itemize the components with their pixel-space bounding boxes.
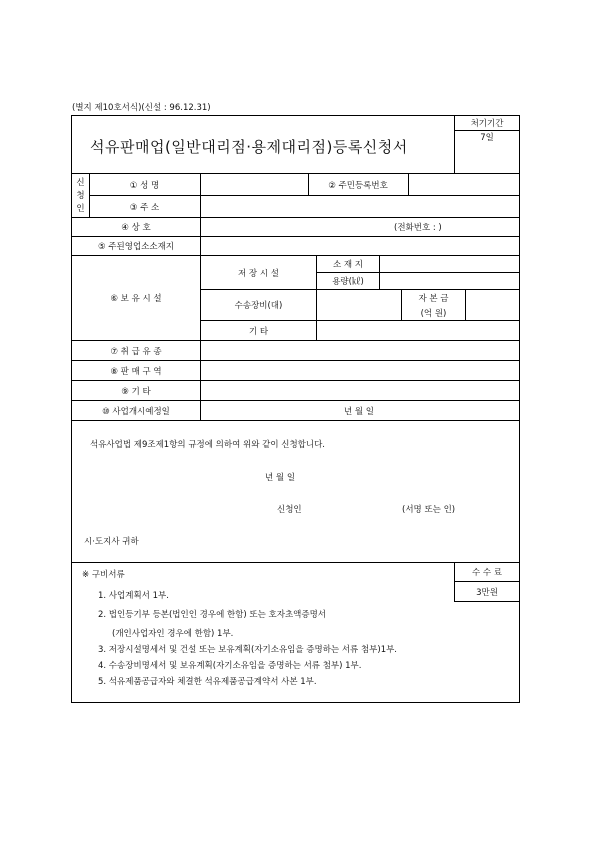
start-date-field[interactable]: 년 월 일 [343,406,375,417]
facility-other-field[interactable] [317,321,518,340]
main-office-field[interactable] [201,237,517,255]
facilities-label: ⑥ 보 유 시 설 [110,294,162,304]
transport-equipment-field[interactable] [317,290,401,320]
row-line [72,562,519,563]
processing-period-value: 7일 [480,133,494,143]
capital-label: 자 본 금 [418,293,449,304]
document-item: (개인사업자인 경우에 한함) 1부. [112,629,234,639]
location-field[interactable] [380,256,518,272]
form-title: 석유판매업(일반대리점·용제대리점)등록신청서 [90,138,408,156]
processing-period-label: 처기기간 [470,119,504,129]
capacity-label: 용량(㎘) [332,277,364,287]
start-date-label: ⑩ 사업개시예정일 [102,406,170,417]
applicant-label-char: 인 [76,203,85,214]
transport-equipment-label: 수송장비(대) [234,301,283,311]
row-line [454,601,519,602]
document-item: 2. 법인등기부 등본(법인인 경우에 한함) 또는 호자초액증명서 [98,610,327,620]
sales-area-label: ⑧ 판 매 구 역 [110,366,162,377]
fee-label: 수 수 료 [471,568,503,578]
phone-label: (전화번호 : ) [394,223,442,233]
storage-facility-label: 저 장 시 설 [238,269,279,279]
address-field[interactable] [201,196,517,217]
location-label: 소 재 지 [332,260,364,270]
capacity-field[interactable] [380,273,518,289]
document-item: 3. 저장시설명세서 및 건설 또는 보유계획(자기소유임을 증명하는 서류 첨부)1부. [98,645,398,655]
facility-other-label: 기 타 [248,326,269,337]
required-documents-heading: ※ 구비서류 [82,570,125,580]
declaration-statement: 석유사업법 제9조제1항의 규정에 의하여 위와 같이 신청합니다. [90,440,326,450]
misc-label: ⑨ 기 타 [121,386,151,397]
id-number-field[interactable] [409,174,517,195]
row-line [72,420,519,421]
document-item: 5. 석유제품공급자와 체결한 석유제품공급계약서 사본 1부. [98,677,317,687]
document-item: 1. 사업계획서 1부. [98,591,169,601]
fee-value: 3만원 [476,587,498,598]
applicant-group-label [72,174,89,218]
declaration-date: 년 월 일 [265,473,296,483]
name-label: ① 성 명 [129,180,160,191]
oil-type-label: ⑦ 취 급 유 종 [110,346,162,357]
address-label: ③ 주 소 [129,202,160,213]
signer-label: 신청인 [277,505,302,515]
misc-field[interactable] [201,381,517,400]
applicant-label-char: 청 [76,190,85,201]
recipient: 시·도지사 귀하 [84,537,139,547]
main-office-label: ⑤ 주된영업소소재지 [97,242,174,252]
capital-unit: (억 원) [420,308,447,319]
applicant-label-char: 신 [76,177,85,188]
document-item: 4. 수송장비명세서 및 보유계획(자기소유임을 증명하는 서류 첨부) 1부. [98,661,362,671]
capital-field[interactable] [466,290,518,320]
business-name-label: ④ 상 호 [121,223,151,233]
business-name-field[interactable] [201,218,401,236]
signature-label: (서명 또는 인) [402,505,456,515]
id-number-label: ② 주민등록번호 [328,180,388,191]
application-form [71,115,520,703]
sales-area-field[interactable] [201,361,517,380]
name-field[interactable] [201,174,307,195]
oil-type-field[interactable] [201,341,517,360]
form-number-note: (별지 제10호서식)(신설 : 96.12.31) [72,103,211,113]
